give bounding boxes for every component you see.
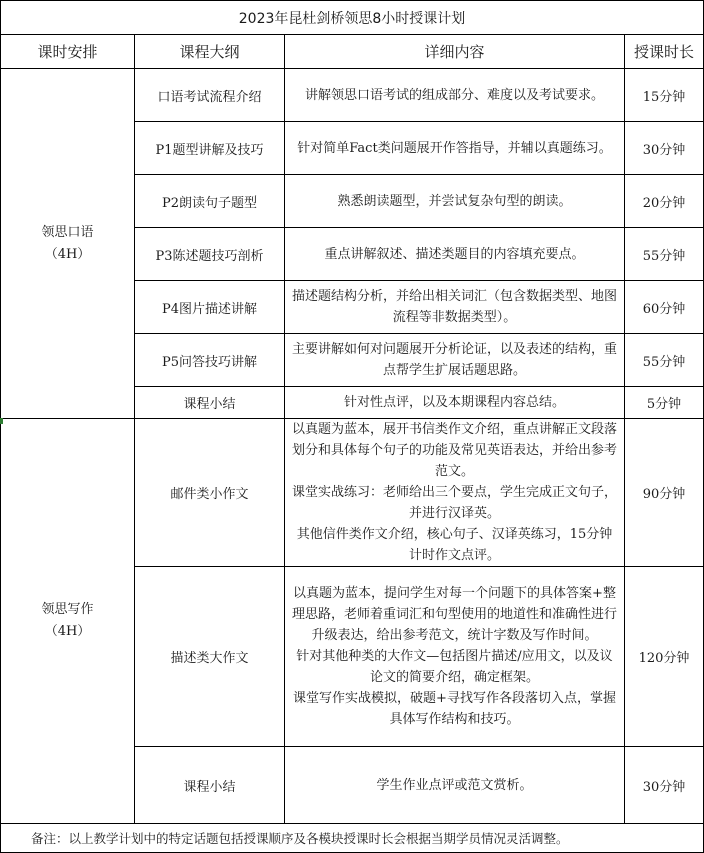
detail-text: 课堂写作实战模拟，破题+寻找写作各段落切入点，掌握具体写作结构和技巧。: [293, 691, 616, 727]
header-schedule: 课时安排: [1, 35, 135, 69]
section-name: 领思口语: [41, 224, 94, 240]
header-row: [1, 35, 704, 69]
detail-cell: [285, 175, 625, 228]
detail-cell: [285, 122, 625, 175]
duration-cell: 55分钟: [625, 228, 704, 281]
detail-text: 其他信件类作文介绍，核心句子、汉译英练习，15分钟计时作文点评。: [296, 527, 613, 563]
footnote: 备注：以上教学计划中的特定话题包括授课顺序及各模块授课时长会根据当期学员情况灵活调整。: [1, 824, 704, 853]
detail-cell: [285, 334, 625, 387]
outline-cell: 课程小结: [135, 387, 285, 419]
header-outline: 课程大纲: [135, 35, 285, 69]
outline-cell: 口语考试流程介绍: [135, 69, 285, 122]
detail-cell: [285, 419, 625, 567]
detail-text: 熟悉朗读题型，并尝试复杂句型的朗读。: [337, 193, 572, 209]
outline-cell: P4图片描述讲解: [135, 281, 285, 334]
section-hours: （4H）: [44, 246, 91, 262]
outline-cell: 描述类大作文: [135, 567, 285, 747]
detail-text: 针对其他种类的大作文—包括图片描述/应用文，以及议论文的简要介绍，确定框架。: [296, 649, 613, 685]
detail-text: 以真题为蓝本，展开书信类作文介绍，重点讲解正文段落划分和具体每个句子的功能及常见英语表达，并给出参考范文。: [291, 422, 617, 479]
detail-text: 以真题为蓝本，提问学生对每一个问题下的具体答案+整理思路，老师着重词汇和句型使用的地道性和准确性进行升级表达，给出参考范文，统计字数及写作时间。: [291, 586, 617, 643]
outline-cell: P5问答技巧讲解: [135, 334, 285, 387]
outline-cell: P1题型讲解及技巧: [135, 122, 285, 175]
detail-text: 课堂实战练习：老师给出三个要点，学生完成正文句子，并进行汉译英。: [291, 485, 617, 521]
detail-cell: [285, 228, 625, 281]
duration-cell: 15分钟: [625, 69, 704, 122]
detail-cell: [285, 747, 625, 824]
outline-cell: P3陈述题技巧剖析: [135, 228, 285, 281]
table-row: [1, 419, 704, 567]
detail-text: 学生作业点评或范文赏析。: [376, 777, 533, 793]
section-accent-mark: [0, 418, 3, 424]
detail-text: 描述题结构分析，并给出相关词汇（包含数据类型、地图流程等非数据类型）。: [291, 289, 617, 325]
duration-cell: 60分钟: [625, 281, 704, 334]
detail-text: 主要讲解如何对问题展开分析论证，以及表述的结构，重点帮学生扩展话题思路。: [291, 342, 617, 378]
detail-cell: [285, 69, 625, 122]
section-speaking: [1, 69, 135, 419]
duration-cell: 20分钟: [625, 175, 704, 228]
detail-cell: [285, 567, 625, 747]
detail-cell: [285, 281, 625, 334]
outline-cell: 课程小结: [135, 747, 285, 824]
header-duration: 授课时长: [625, 35, 704, 69]
detail-text: 讲解领思口语考试的组成部分、难度以及考试要求。: [304, 87, 604, 103]
duration-cell: 120分钟: [625, 567, 704, 747]
outline-cell: P2朗读句子题型: [135, 175, 285, 228]
section-name: 领思写作: [41, 602, 94, 617]
duration-cell: 5分钟: [625, 387, 704, 419]
duration-cell: 30分钟: [625, 747, 704, 824]
table-row: [1, 69, 704, 122]
outline-cell: 邮件类小作文: [135, 419, 285, 567]
duration-cell: 30分钟: [625, 122, 704, 175]
duration-cell: 55分钟: [625, 334, 704, 387]
header-detail: 详细内容: [285, 35, 625, 69]
detail-text: 针对性点评，以及本期课程内容总结。: [343, 395, 565, 410]
section-hours: （4H）: [44, 624, 91, 639]
detail-text: 针对简单Fact类问题展开作答指导，并辅以真题练习。: [297, 140, 612, 156]
detail-cell: [285, 387, 625, 419]
detail-text: 重点讲解叙述、描述类题目的内容填充要点。: [324, 246, 585, 262]
section-writing: [1, 419, 135, 824]
duration-cell: 90分钟: [625, 419, 704, 567]
table-title: 2023年昆杜剑桥领思8小时授课计划: [1, 1, 704, 35]
